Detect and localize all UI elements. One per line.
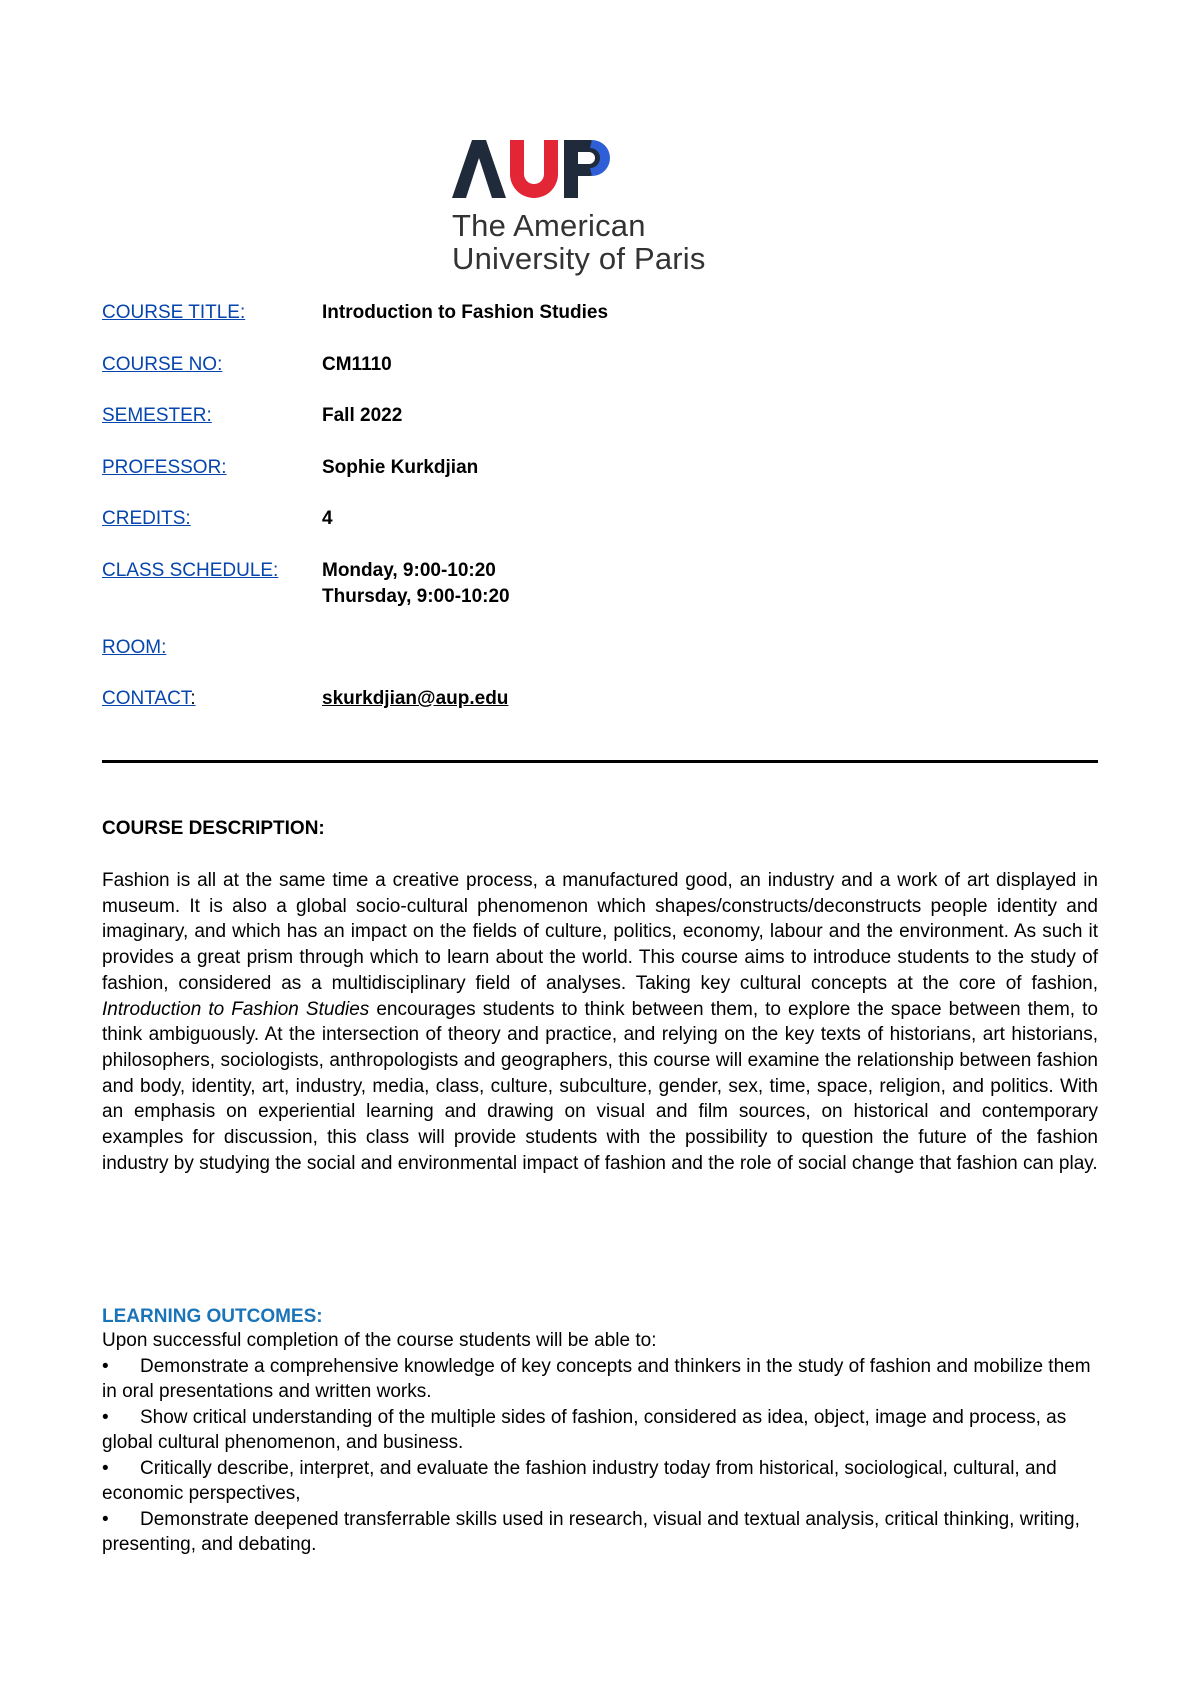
bullet-marker: •	[102, 1457, 109, 1479]
outcome-item	[102, 1507, 1098, 1558]
outcome-item	[102, 1405, 1098, 1456]
course-no-label[interactable]: COURSE NO:	[102, 354, 223, 375]
section-divider	[102, 760, 1098, 763]
room-label[interactable]: ROOM:	[102, 637, 167, 658]
outcomes-intro: Upon successful completion of the course students will be able to:	[102, 1330, 657, 1351]
bullet-marker: •	[102, 1355, 109, 1377]
course-description-text	[102, 868, 1098, 1176]
outcome-text: Critically describe, interpret, and evaluate the fashion industry today from historical, sociological, cultural, and economic perspectives,	[102, 1457, 1057, 1504]
aup-logo	[452, 138, 752, 278]
contact-label[interactable]	[102, 686, 196, 712]
credits-label[interactable]: CREDITS:	[102, 508, 191, 529]
learning-outcomes-title: LEARNING OUTCOMES:	[102, 1306, 323, 1327]
logo-name-line1: The American	[452, 208, 646, 243]
description-part1: Fashion is all at the same time a creative process, a manufactured good, an industry and a work of art displayed in museum. It is also a global socio-cultural phenomenon which shapes/constructs/deconstructs people identity and imaginary, and which has an impact on the fields of culture, politics, economy, labour and the environment. As such it provides a great prism through which to learn about the world. This course aims to introduce students to the study of fashion, considered as a multidisciplinary field of analyses. Taking key cultural concepts at the core of fashion,	[102, 870, 1098, 994]
outcome-text: Demonstrate deepened transferrable skills used in research, visual and textual analysis, critical thinking, writing, presenting, and debating.	[102, 1508, 1080, 1555]
logo-name-line2: University of Paris	[452, 241, 706, 276]
professor-value: Sophie Kurkdjian	[322, 457, 479, 478]
description-italic-title: Introduction to Fashion Studies	[102, 998, 370, 1020]
course-title-label[interactable]: COURSE TITLE:	[102, 302, 246, 323]
bullet-marker: •	[102, 1508, 109, 1530]
semester-value: Fall 2022	[322, 405, 403, 426]
outcome-text: Show critical understanding of the multiple sides of fashion, considered as idea, object, image and process, as global cultural phenomenon, and business.	[102, 1406, 1067, 1453]
course-title-value: Introduction to Fashion Studies	[322, 302, 609, 323]
course-description-title: COURSE DESCRIPTION:	[102, 818, 325, 839]
description-part2: encourages students to think between them, to explore the space between them, to think ambiguously. At the intersection of theory and practice, and relying on the key texts of historians, art historians, philosophers, sociologists, anthropologists and geographers, this course will examine the relationship between fashion and body, identity, art, industry, media, class, culture, subculture, gender, sex, time, space, religion, and politics. With an emphasis on experiential learning and drawing on visual and film sources, on historical and contemporary examples for discussion, this class will provide students with the possibility to question the future of the fashion industry by studying the social and environmental impact of fashion and the role of social change that fashion can play.	[102, 998, 1098, 1174]
professor-label[interactable]: PROFESSOR:	[102, 457, 227, 478]
credits-value: 4	[322, 508, 333, 529]
course-no-value: CM1110	[322, 354, 392, 375]
class-schedule-label[interactable]: CLASS SCHEDULE:	[102, 560, 279, 581]
semester-label[interactable]: SEMESTER:	[102, 405, 212, 426]
outcome-text: Demonstrate a comprehensive knowledge of key concepts and thinkers in the study of fashion and mobilize them in oral presentations and written works.	[102, 1355, 1091, 1402]
outcome-item	[102, 1456, 1098, 1507]
contact-label-colon: :	[190, 688, 196, 709]
contact-email-link[interactable]: skurkdjian@aup.edu	[322, 688, 509, 709]
outcome-item	[102, 1354, 1098, 1405]
bullet-marker: •	[102, 1406, 109, 1428]
class-schedule-value: Monday, 9:00-10:20	[322, 560, 496, 581]
contact-label-text: CONTACT	[102, 688, 191, 709]
aup-logo-mark	[452, 138, 627, 200]
learning-outcomes-list	[102, 1328, 1098, 1558]
class-schedule-value-2: Thursday, 9:00-10:20	[322, 586, 510, 607]
